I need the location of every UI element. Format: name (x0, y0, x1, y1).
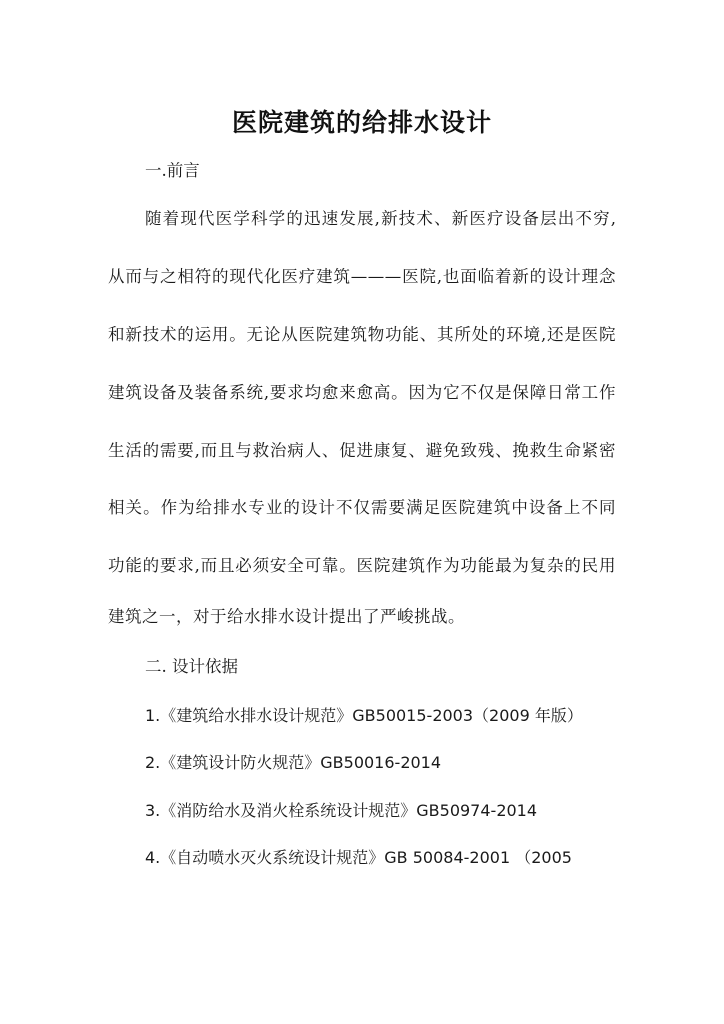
reference-item: 3.《消防给水及消火栓系统设计规范》GB50974-2014 (145, 801, 538, 820)
paragraph-line: 相关。作为给排水专业的设计不仅需要满足医院建筑中设备上不同 (108, 498, 616, 517)
section-heading-basis: 二. 设计依据 (145, 657, 238, 676)
document-title: 医院建筑的给排水设计 (231, 108, 492, 137)
paragraph-line: 功能的要求,而且必须安全可靠。医院建筑作为功能最为复杂的民用 (108, 556, 616, 575)
paragraph-line: 生活的需要,而且与救治病人、促进康复、避免致残、挽救生命紧密 (108, 441, 616, 460)
reference-item: 1.《建筑给水排水设计规范》GB50015-2003（2009 年版） (145, 706, 583, 725)
paragraph-line: 建筑之一，对于给水排水设计提出了严峻挑战。 (108, 607, 465, 626)
paragraph-line: 和新技术的运用。无论从医院建筑物功能、其所处的环境,还是医院 (108, 325, 616, 344)
reference-item: 4.《自动喷水灭火系统设计规范》GB 50084-2001 （2005 (145, 848, 572, 867)
paragraph-line: 随着现代医学科学的迅速发展,新技术、新医疗设备层出不穷, (145, 209, 616, 228)
paragraph-line: 建筑设备及装备系统,要求均愈来愈高。因为它不仅是保障日常工作 (108, 383, 616, 402)
reference-item: 2.《建筑设计防火规范》GB50016-2014 (145, 753, 442, 772)
paragraph-line: 从而与之相符的现代化医疗建筑———医院,也面临着新的设计理念 (108, 267, 616, 286)
section-heading-intro: 一.前言 (145, 161, 200, 180)
